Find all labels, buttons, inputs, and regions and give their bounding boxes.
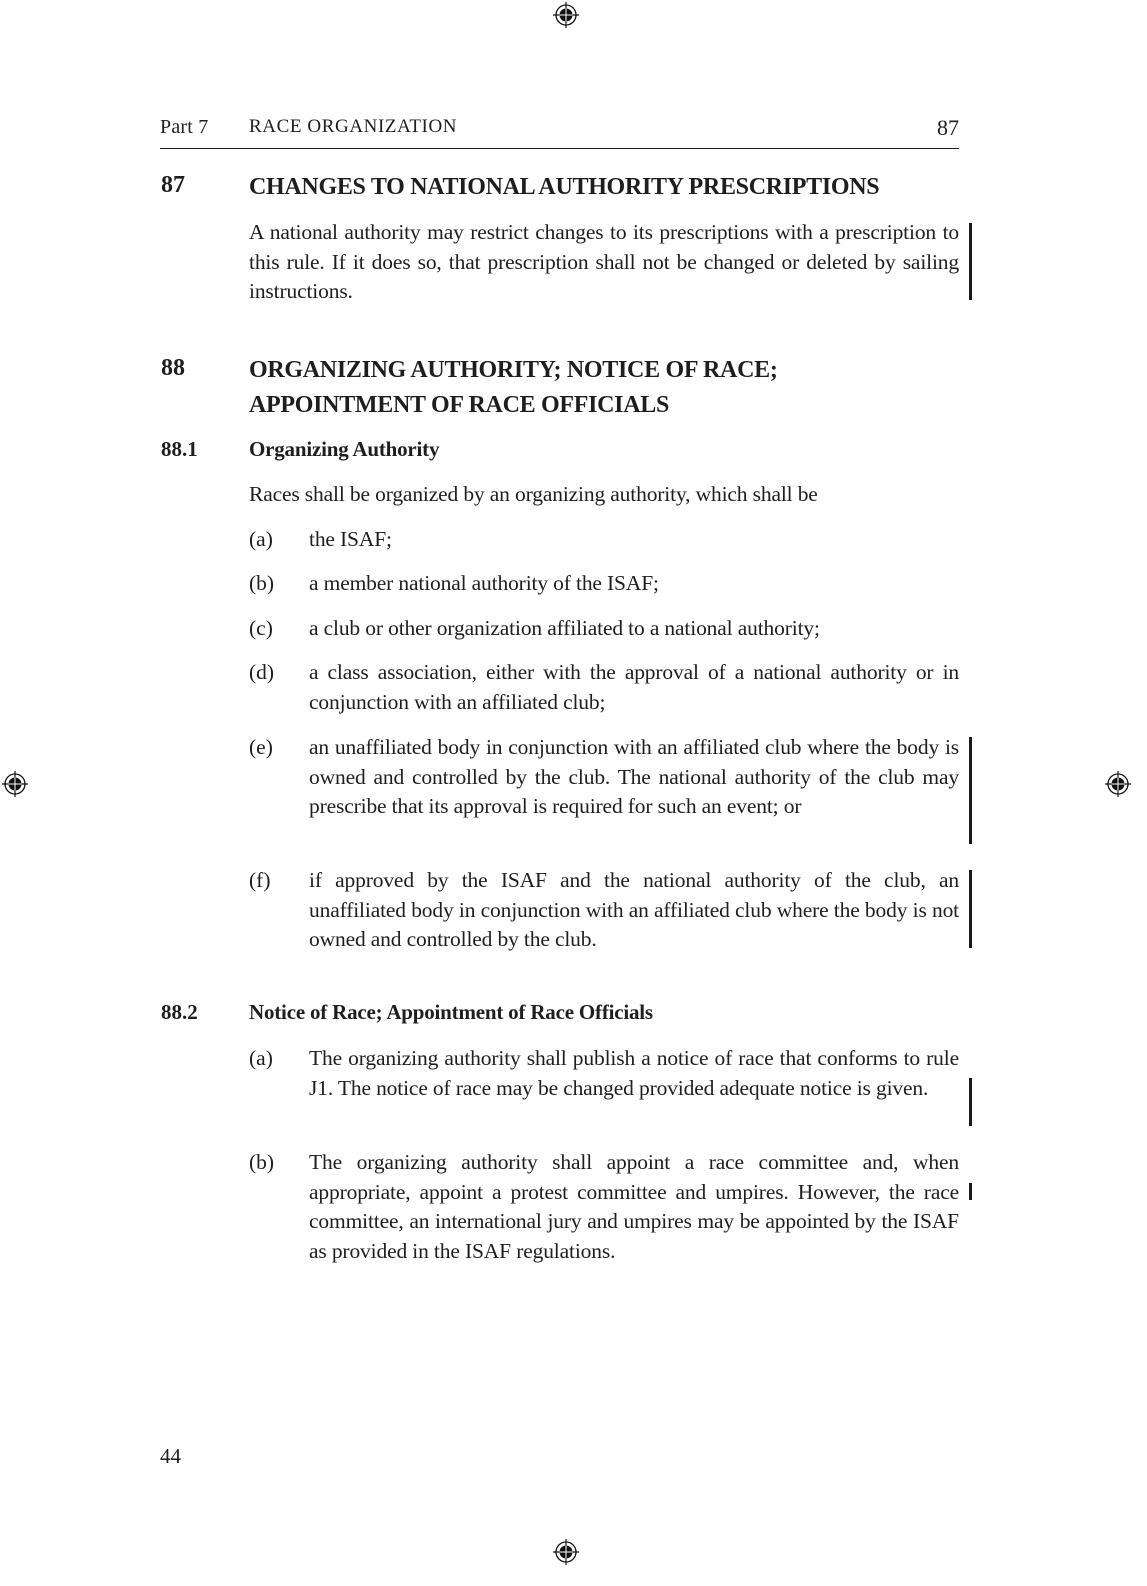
change-bar bbox=[969, 1183, 972, 1200]
registration-mark-top-icon bbox=[552, 1, 580, 29]
item-label: (a) bbox=[249, 1046, 273, 1070]
item-text: if approved by the ISAF and the national authority of the club, an unaffiliated body in conjunction with an affiliated club where the body is not owned and controlled by the club. bbox=[309, 868, 959, 952]
rule-87-text: A national authority may restrict changes to its prescriptions with a prescription to this rule. If it does so, that prescription shall not be changed or deleted by sailing instructions. bbox=[249, 220, 959, 304]
rule-88-1-intro: Races shall be organized by an organizing authority, which shall be bbox=[249, 482, 818, 506]
item-label: (e) bbox=[249, 735, 273, 759]
running-head bbox=[160, 114, 959, 149]
item-label: (b) bbox=[249, 571, 275, 595]
item-label: (d) bbox=[249, 660, 275, 684]
change-bar bbox=[969, 737, 972, 844]
rule-88-2-title: Notice of Race; Appointment of Race Officials bbox=[249, 1000, 653, 1024]
item-text: The organizing authority shall appoint a race committee and, when appropriate, appoint a protest committee and umpires. However, the race committee, an international jury and umpires may be appointed by the ISAF as provided in the ISAF regulations. bbox=[309, 1150, 959, 1263]
item-text: The organizing authority shall publish a notice of race that conforms to rule J1. The notice of race may be changed provided adequate notice is given. bbox=[309, 1046, 959, 1100]
registration-mark-right-icon bbox=[1104, 770, 1132, 798]
item-text: a class association, either with the approval of a national authority or in conjunction with an affiliated club; bbox=[309, 660, 959, 714]
rule-88-number: 88 bbox=[161, 355, 185, 381]
rule-88-title-line2: APPOINTMENT OF RACE OFFICIALS bbox=[249, 392, 669, 418]
change-bar bbox=[969, 870, 972, 948]
part-label: Part 7 bbox=[160, 116, 209, 138]
item-text: a member national authority of the ISAF; bbox=[309, 571, 659, 595]
item-text: an unaffiliated body in conjunction with an affiliated club where the body is owned and controlled by the club. The national authority of the club may prescribe that its approval is required for such an event; or bbox=[309, 735, 959, 819]
item-label: (b) bbox=[249, 1150, 275, 1174]
change-bar bbox=[969, 223, 972, 300]
rule-88-title-line1: ORGANIZING AUTHORITY; NOTICE OF RACE; bbox=[249, 357, 778, 383]
item-label: (f) bbox=[249, 868, 271, 892]
rule-88-1-title: Organizing Authority bbox=[249, 437, 440, 461]
item-text: a club or other organization affiliated to a national authority; bbox=[309, 616, 820, 640]
item-label: (c) bbox=[249, 616, 273, 640]
rule-88-2-number: 88.2 bbox=[161, 1000, 198, 1024]
folio-page-number: 44 bbox=[160, 1444, 181, 1468]
rule-88-1-number: 88.1 bbox=[161, 437, 198, 461]
item-label: (a) bbox=[249, 527, 273, 551]
rule-87-number: 87 bbox=[161, 172, 185, 198]
change-bar bbox=[969, 1078, 972, 1126]
registration-mark-bottom-icon bbox=[552, 1538, 580, 1566]
registration-mark-left-icon bbox=[1, 770, 29, 798]
header-page-number: 87 bbox=[937, 115, 959, 140]
section-title: RACE ORGANIZATION bbox=[249, 116, 458, 137]
item-text: the ISAF; bbox=[309, 527, 392, 551]
rule-87-title: CHANGES TO NATIONAL AUTHORITY PRESCRIPTIONS bbox=[249, 174, 880, 200]
